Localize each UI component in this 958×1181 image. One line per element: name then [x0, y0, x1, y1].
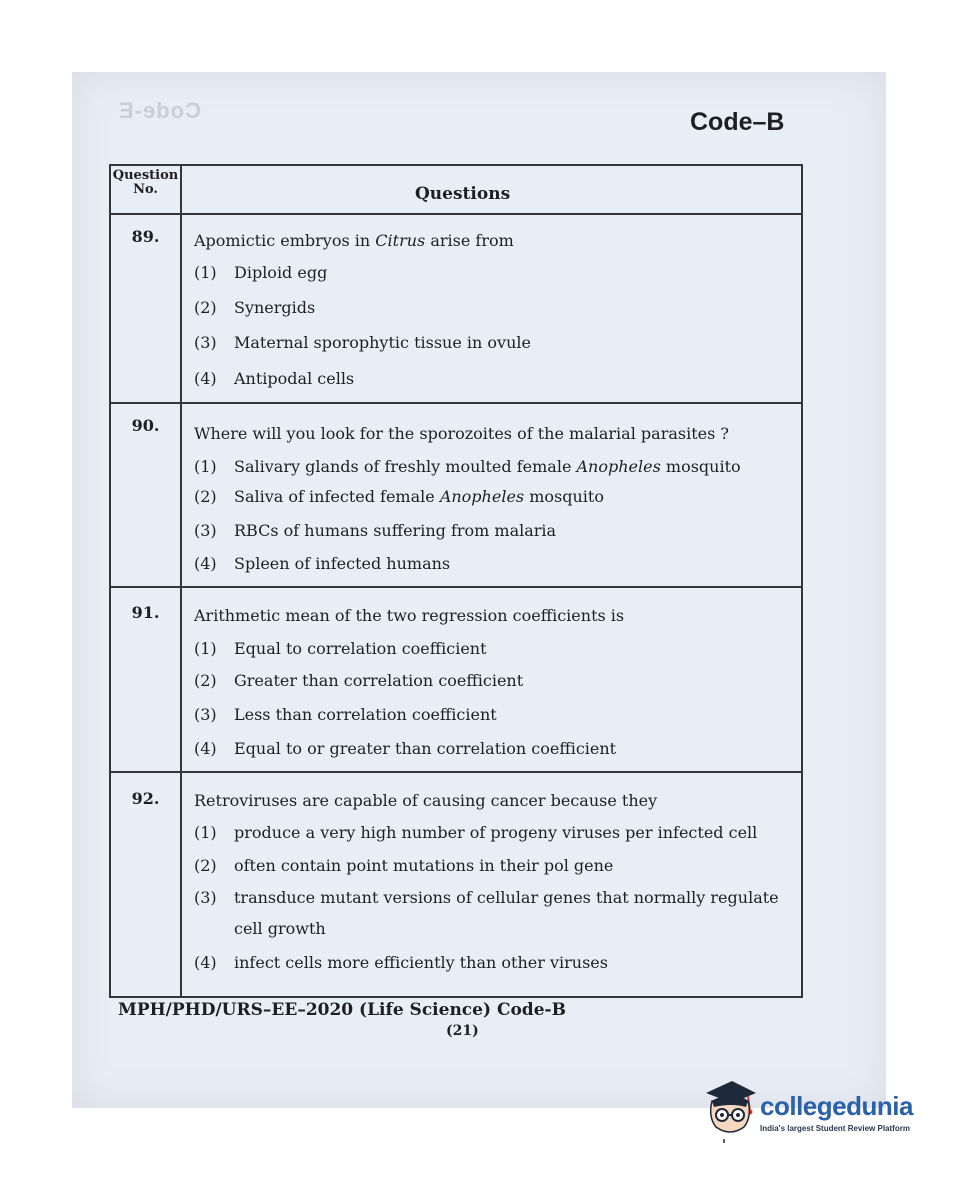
column-header-questions: Questions	[415, 184, 511, 204]
brand-tagline: India's largest Student Review Platform	[760, 1124, 910, 1133]
option-1: (1) Salivary glands of freshly moulted female Anopheles mosquito	[194, 457, 741, 476]
bleed-through-header: Code-E	[118, 98, 201, 123]
option-4: (4) infect cells more efficiently than other viruses	[194, 953, 608, 972]
option-2: (2) Saliva of infected female Anopheles mosquito	[194, 487, 604, 506]
option-1: (1) produce a very high number of progeny viruses per infected cell	[194, 823, 758, 842]
question-number: 91.	[131, 603, 160, 622]
question-number: 92.	[131, 789, 160, 808]
option-2: (2) Greater than correlation coefficient	[194, 671, 524, 690]
header-divider	[111, 213, 801, 215]
option-3-continuation: cell growth	[234, 919, 326, 938]
page-number: (21)	[446, 1023, 479, 1039]
column-header-question-no: Question No.	[112, 168, 179, 197]
option-1: (1) Equal to correlation coefficient	[194, 639, 487, 658]
row-divider	[111, 402, 801, 404]
row-divider	[111, 586, 801, 588]
option-3: (3) Less than correlation coefficient	[194, 705, 497, 724]
option-1: (1) Diploid egg	[194, 263, 328, 282]
column-divider	[180, 166, 182, 996]
option-3: (3) Maternal sporophytic tissue in ovule	[194, 333, 531, 352]
question-stem: Arithmetic mean of the two regression coefficients is	[194, 606, 625, 625]
question-stem: Where will you look for the sporozoites of the malarial parasites ?	[194, 424, 729, 443]
paper-code: Code–B	[690, 108, 785, 136]
brand-name: collegedunia	[760, 1091, 913, 1121]
question-number: 90.	[131, 416, 160, 435]
option-3: (3) RBCs of humans suffering from malaria	[194, 521, 557, 540]
option-3: (3) transduce mutant versions of cellular genes that normally regulate	[194, 888, 779, 907]
option-4: (4) Equal to or greater than correlation coefficient	[194, 739, 617, 758]
questions-table	[109, 164, 803, 998]
collegedunia-watermark	[702, 1077, 932, 1147]
option-2: (2) Synergids	[194, 298, 316, 317]
exam-footer-title: MPH/PHD/URS–EE–2020 (Life Science) Code-B	[118, 1000, 566, 1020]
row-divider	[111, 771, 801, 773]
mascot-graduate-icon	[702, 1077, 758, 1143]
option-4: (4) Antipodal cells	[194, 369, 355, 388]
question-stem: Retroviruses are capable of causing cancer because they	[194, 791, 658, 810]
option-2: (2) often contain point mutations in their pol gene	[194, 856, 614, 875]
question-stem: Apomictic embryos in Citrus arise from	[194, 231, 514, 250]
option-4: (4) Spleen of infected humans	[194, 554, 451, 573]
question-number: 89.	[131, 227, 160, 246]
